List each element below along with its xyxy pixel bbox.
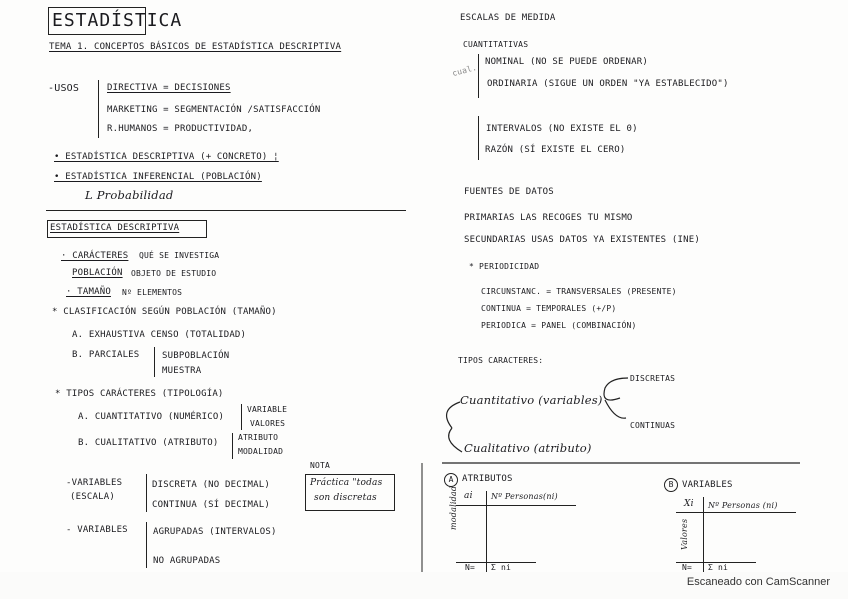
uso-directiva: DIRECTIVA = DECISIONES: [107, 83, 231, 93]
fuente-primarias: PRIMARIAS LAS RECOGES TU MISMO: [464, 213, 633, 223]
cuantitativas-brace: [478, 116, 479, 160]
clasificacion-heading: * CLASIFICACIÓN SEGÚN POBLACIÓN (TAMAÑO): [52, 307, 277, 317]
table-b-hline: [676, 512, 796, 513]
table-a-marker: A: [444, 473, 458, 487]
fuente-secundarias: SECUNDARIAS USAS DATOS YA EXISTENTES (INE): [464, 235, 700, 245]
tree-root-branch: [447, 402, 462, 452]
table-a-col-ai: ai: [464, 491, 473, 501]
poblacion-label: POBLACIÓN: [72, 268, 123, 278]
page-title: ESTADÍSTICA: [52, 10, 183, 31]
caracteres-label: · CARÁCTERES: [61, 251, 129, 261]
periodicidad-heading: * PERIODICIDAD: [469, 262, 540, 271]
table-a-side-label: modalidad: [449, 485, 458, 530]
variables-agrupacion-label: - VARIABLES: [66, 525, 128, 535]
caracteres-def: QUÉ SE INVESTIGA: [139, 251, 220, 260]
estadistica-descriptiva-line: • ESTADÍSTICA DESCRIPTIVA (+ CONCRETO) ¦: [54, 152, 279, 162]
periodicidad-periodica: PERIODICA = PANEL (COMBINACIÓN): [481, 321, 637, 330]
table-b-side-label: Valores: [680, 518, 689, 550]
clasif-exhaustiva: A. EXHAUSTIVA CENSO (TOTALIDAD): [72, 330, 247, 340]
periodicidad-circunstancial: CIRCUNSTANC. = TRANSVERSALES (PRESENTE): [481, 287, 677, 296]
cualitativas-side-note: cual.: [451, 62, 478, 79]
table-a-col-ni: Nº Personas(ni): [491, 492, 558, 501]
cualitativo-atributo: ATRIBUTO: [238, 433, 279, 442]
variable-no-agrupadas: NO AGRUPADAS: [153, 556, 221, 566]
tree-cuantitativo: Cuantitativo (variables): [460, 393, 603, 407]
cuantitativo-variable: VARIABLE: [247, 405, 288, 414]
table-b-col-ni: Nº Personas (ni): [708, 501, 778, 510]
tipo-cuantitativo: A. CUANTITATIVO (NUMÉRICO): [78, 412, 225, 422]
tree-cualitativo: Cualitativo (atributo): [464, 441, 592, 455]
uso-marketing: MARKETING = SEGMENTACIÓN /SATISFACCIÓN: [107, 105, 321, 115]
parciales-brace: [154, 347, 155, 377]
uso-rhumanos: R.HUMANOS = PRODUCTIVIDAD,: [107, 124, 254, 134]
fuentes-heading: FUENTES DE DATOS: [464, 187, 554, 197]
divider-left: [46, 210, 406, 211]
table-a-n-label: N=: [465, 563, 476, 572]
tree-discretas: DISCRETAS: [630, 374, 676, 383]
variable-discreta: DISCRETA (NO DECIMAL): [152, 480, 270, 490]
section-title: ESTADÍSTICA DESCRIPTIVA: [50, 223, 180, 233]
escala-nominal: NOMINAL (NO SE PUEDE ORDENAR): [485, 57, 648, 67]
escala-intervalos: INTERVALOS (NO EXISTE EL 0): [486, 124, 638, 134]
variables-escala-sub: (ESCALA): [70, 492, 115, 502]
tamano-def: Nº ELEMENTOS: [122, 288, 183, 297]
nota-line-2: son discretas: [314, 493, 377, 503]
cualitativo-modalidad: MODALIDAD: [238, 447, 284, 456]
probabilidad: L Probabilidad: [85, 188, 174, 202]
tipos-caracteres-label: TIPOS CARACTERES:: [458, 356, 544, 365]
parciales-subpoblacion: SUBPOBLACIÓN: [162, 351, 230, 361]
table-b-col-xi: Xi: [684, 499, 694, 509]
variable-agrupadas: AGRUPADAS (INTERVALOS): [153, 527, 277, 537]
cuantitativo-valores: VALORES: [250, 419, 286, 428]
table-b-vline: [703, 497, 704, 572]
tipos-caracteres-heading: * TIPOS CARÁCTERES (TIPOLOGÍA): [55, 389, 224, 399]
cuantitativo-brace: [241, 404, 242, 430]
cualitativas-brace: [478, 54, 479, 98]
table-b-sum: Σ ni: [708, 563, 729, 572]
tree-continuas: CONTINUAS: [630, 421, 676, 430]
table-a-vline: [486, 491, 487, 572]
nota-line-1: Práctica "todas: [310, 478, 383, 488]
escala-ordinaria: ORDINARIA (SIGUE UN ORDEN "YA ESTABLECIDO"): [487, 79, 729, 89]
table-a-title: ATRIBUTOS: [462, 474, 513, 484]
estadistica-inferencial-line: • ESTADÍSTICA INFERENCIAL (POBLACIÓN): [54, 172, 262, 182]
table-b-title: VARIABLES: [682, 480, 733, 490]
usos-label: -USOS: [48, 83, 80, 94]
parciales-muestra: MUESTRA: [162, 366, 202, 376]
periodicidad-continua: CONTINUA = TEMPORALES (+/P): [481, 304, 617, 313]
table-a-sum: Σ ni: [491, 563, 512, 572]
variables-escala-label: -VARIABLES: [66, 478, 123, 488]
table-b-n-label: N=: [682, 563, 693, 572]
camscanner-footer: Escaneado con CamScanner: [686, 576, 830, 588]
cualitativo-brace: [232, 433, 233, 459]
tree-cuanti-branch: [604, 378, 628, 418]
variable-continua: CONTINUA (SÍ DECIMAL): [152, 500, 270, 510]
variables-escala-brace: [146, 474, 147, 512]
table-b-marker: B: [664, 478, 678, 492]
clasif-parciales: B. PARCIALES: [72, 350, 140, 360]
nota-label: NOTA: [310, 461, 331, 470]
escalas-heading: ESCALAS DE MEDIDA: [460, 13, 556, 23]
variables-agrupacion-brace: [146, 522, 147, 568]
table-a-hline: [456, 505, 576, 506]
usos-brace: [98, 80, 99, 138]
tema-heading: TEMA 1. CONCEPTOS BÁSICOS DE ESTADÍSTICA DESCRIPTIVA: [49, 42, 342, 52]
tamano-label: · TAMAÑO: [66, 287, 111, 297]
poblacion-def: OBJETO DE ESTUDIO: [131, 269, 217, 278]
cuantitativas-label: CUANTITATIVAS: [463, 40, 529, 49]
escala-razon: RAZÓN (SÍ EXISTE EL CERO): [485, 145, 626, 155]
tipo-cualitativo: B. CUALITATIVO (ATRIBUTO): [78, 438, 219, 448]
